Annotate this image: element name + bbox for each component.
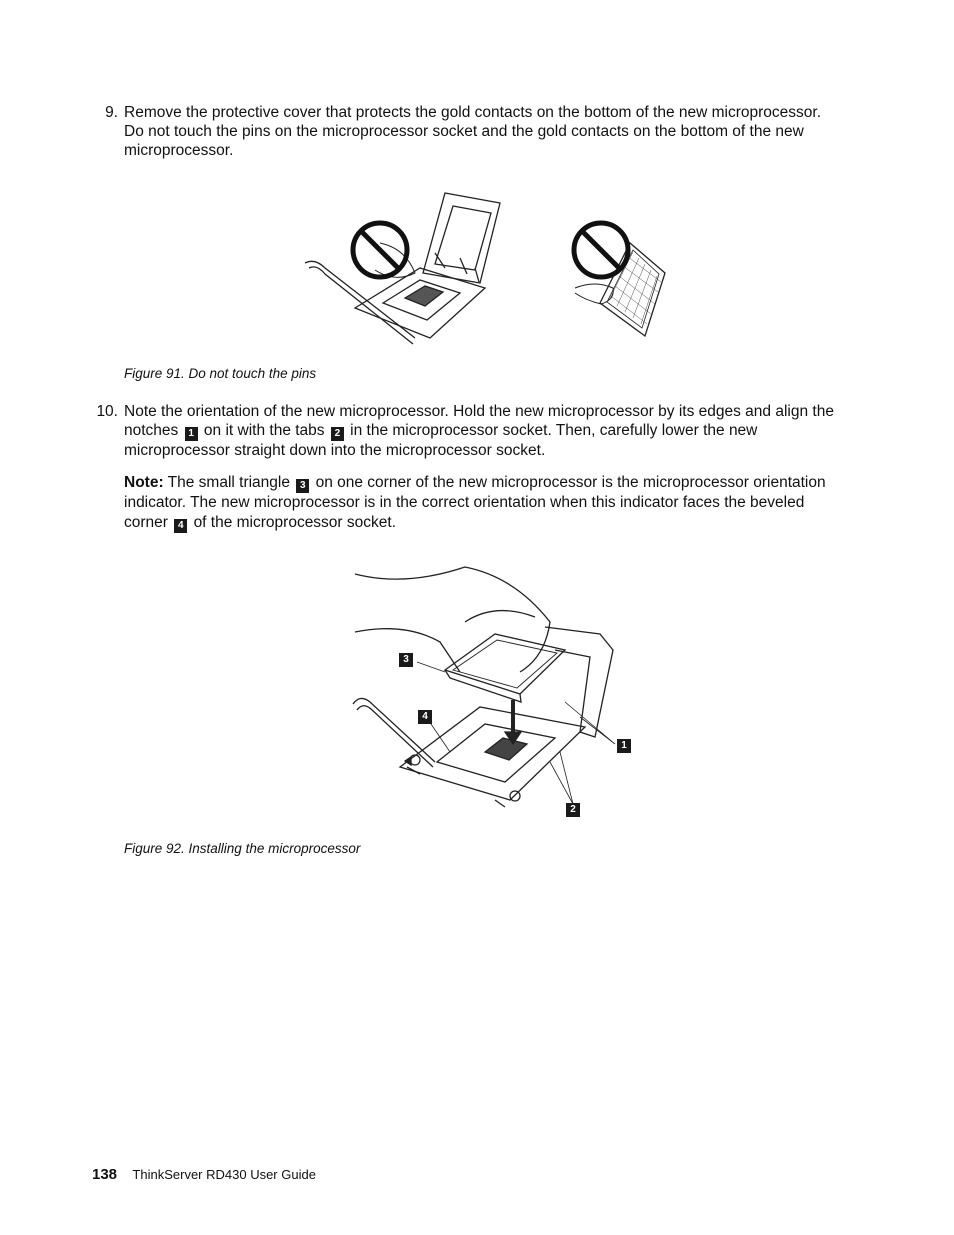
step-text: Remove the protective cover that protects the gold contacts on the bottom of the new microprocessor. Do not touch the pins on the microprocessor socket and the gold contacts on the bottom of the new microprocessor.	[124, 104, 822, 159]
figure-91-caption: Figure 91. Do not touch the pins	[124, 366, 317, 381]
figure-92-illustration	[345, 562, 645, 832]
step-text-part: on it with the tabs	[203, 422, 325, 439]
page-number: 138	[92, 1166, 118, 1183]
step-text-part: Note the orientation of the new microprocessor. Hold the new microprocessor by its edges and align the notches	[124, 403, 834, 439]
figure-callout-1: 1	[617, 739, 631, 753]
figure-callout-3: 3	[399, 653, 413, 667]
note-label: Note:	[124, 474, 164, 491]
guide-title: ThinkServer RD430 User Guide	[132, 1167, 316, 1182]
callout-2-badge: 2	[331, 427, 344, 441]
figure-callout-4: 4	[418, 710, 432, 724]
socket-lid	[545, 627, 613, 737]
step-text	[124, 402, 844, 460]
note-text-part: on one corner of the new microprocessor is the microprocessor orientation indicator. The new microprocessor is in the correct orientation when this indicator faces the beveled corner	[124, 474, 826, 531]
callout-4-badge: 4	[174, 519, 187, 533]
step-10	[96, 402, 844, 460]
figure-92-caption: Figure 92. Installing the microprocessor	[124, 841, 361, 856]
page-footer	[92, 1166, 316, 1183]
figure-callout-2: 2	[566, 803, 580, 817]
figure-91-illustration	[295, 188, 675, 348]
callout-1-badge: 1	[185, 427, 198, 441]
note-text-part: The small triangle	[167, 474, 290, 491]
step-text-part: in the microprocessor socket. Then, carefully lower the new microprocessor straight down into the microprocessor socket.	[124, 422, 758, 459]
step-9	[105, 103, 844, 160]
note-text-part: of the microprocessor socket.	[193, 513, 397, 531]
step-number: 10.	[96, 403, 118, 420]
callout-3-badge: 3	[296, 479, 309, 493]
hand	[355, 567, 550, 672]
step-number: 9.	[105, 104, 118, 121]
socket-lid	[423, 193, 500, 283]
note-block	[124, 473, 844, 533]
